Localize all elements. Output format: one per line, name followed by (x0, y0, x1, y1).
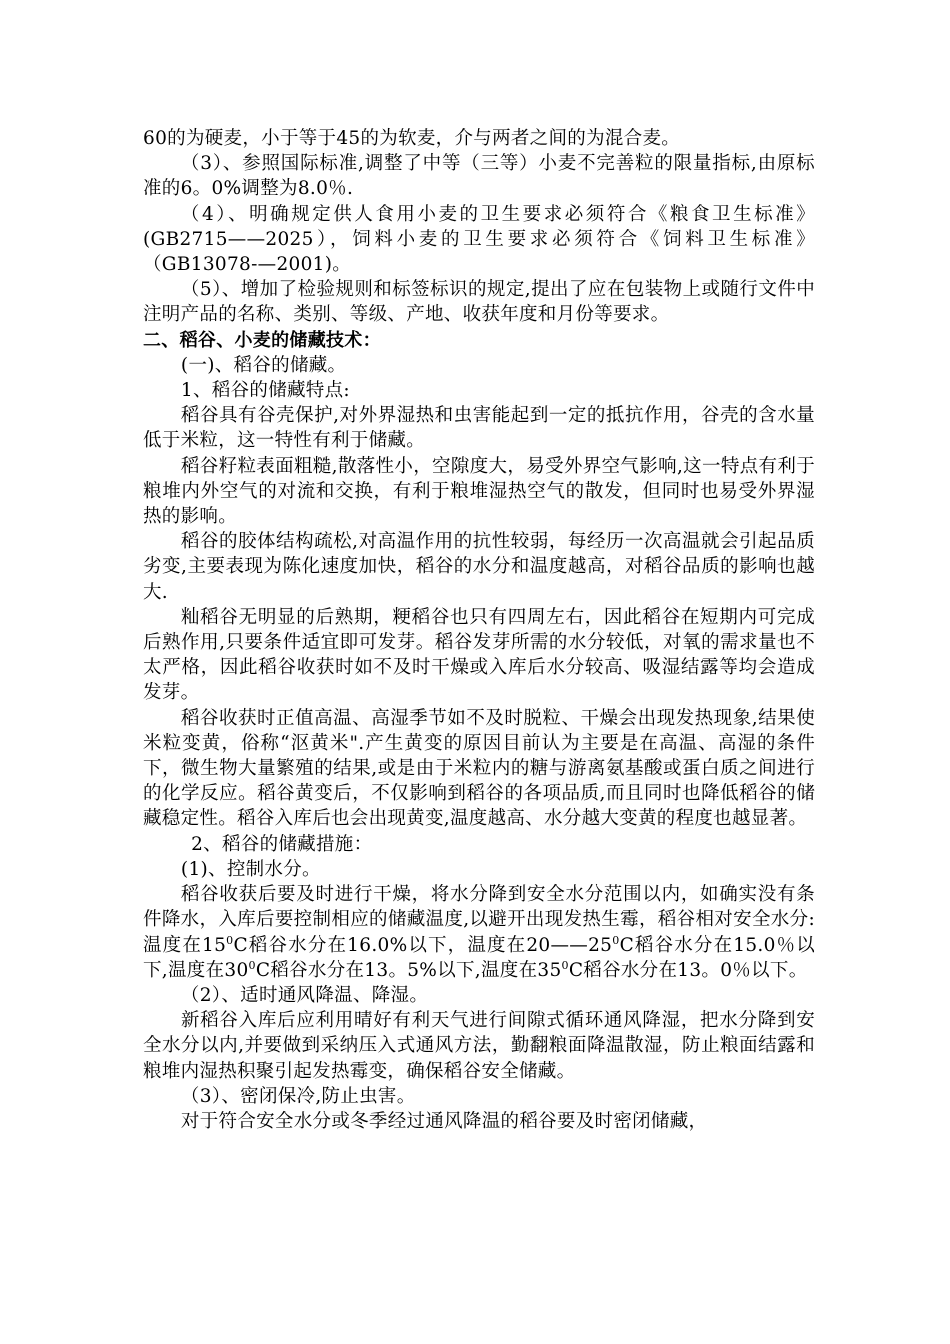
paragraph: 60的为硬麦，小于等于45的为软麦，介与两者之间的为混合麦。 (143, 128, 681, 149)
paragraph: 稻谷收获时正值高温、高湿季节如不及时脱粒、干燥会出现发热现象,结果使米粒变黄，俗称“沤黄米".产生黄变的原因目前认为主要是在高温、高湿的条件下，微生物大量繁殖的结果,或是由于米粒内的糖与游离氨基酸或蛋白质之间进行的化学反应。稻谷黄变后，不仅影响到稻谷的各项品质,而且同时也降低稻谷的储藏稳定性。稻谷入库后也会出现黄变,温度越高、水分越大变黄的程度也越显著。 (143, 707, 815, 830)
subsection-heading: （3）、密闭保冷,防止虫害。 (180, 1085, 416, 1107)
section-heading: 二、稻谷、小麦的储藏技术： (143, 329, 381, 351)
subsection-heading: (1)、控制水分。 (180, 858, 321, 880)
degree-superscript: 0 (226, 933, 234, 947)
paragraph: 稻谷具有谷壳保护,对外界湿热和虫害能起到一定的抵抗作用，谷壳的含水量低于米粒，这一特性有利于储藏。 (143, 405, 815, 452)
degree-superscript: 0 (561, 958, 569, 972)
text-run: C稻谷水分在13。0％以下。 (568, 959, 808, 981)
paragraph: 稻谷籽粒表面粗糙,散落性小，空隙度大，易受外界空气影响,这一特点有利于粮堆内外空气的对流和交换，有利于粮堆湿热空气的散发，但同时也易受外界湿热的影响。 (143, 455, 815, 528)
subsection-heading: （2）、适时通风降温、降湿。 (180, 984, 429, 1006)
text-run: C稻谷水分在13。5%以下,温度在35 (255, 959, 562, 981)
paragraph: 新稻谷入库后应利用晴好有利天气进行间隙式循环通风降湿，把水分降到安全水分以内,并要做到采纳压入式通风方法，勤翻粮面降温散湿，防止粮面结露和粮堆内湿热积聚引起发热霉变，确保稻谷安全储藏。 (143, 1010, 815, 1082)
document-body (143, 126, 815, 1134)
subsection-heading: 2、稻谷的储藏措施： (191, 833, 373, 855)
paragraph: （5）、增加了检验规则和标签标识的规定,提出了应在包装物上或随行文件中注明产品的名称、类别、等级、产地、收获年度和月份等要求。 (143, 279, 815, 326)
text-run: 稻谷收获后要及时进行干燥，将水分降到安全水分范围以内，如确实没有条件降水，入库后要控制相应的储藏温度,以避开出现发热生霉，稻谷相对安全水分:温度在15 (143, 884, 815, 956)
degree-superscript: 0 (248, 958, 256, 972)
paragraph: （4）、明确规定供人食用小麦的卫生要求必须符合《粮食卫生标准》(GB2715——2025），饲料小麦的卫生要求必须符合《饲料卫生标准》（GB13078-—2001)。 (143, 203, 815, 276)
paragraph-moisture (143, 882, 815, 983)
subsection-heading: (一)、稻谷的储藏。 (180, 354, 347, 376)
paragraph: （3）、参照国际标准,调整了中等（三等）小麦不完善粒的限量指标,由原标准的6。0%调整为8.0％. (143, 153, 815, 200)
subsection-heading: 1、稻谷的储藏特点: (180, 380, 350, 402)
text-run: C稻谷水分在16.0%以下，温度在20——25 (233, 934, 613, 956)
degree-superscript: 0 (612, 933, 620, 947)
text-run: C稻谷水分在15.0％以下,温度在30 (143, 934, 815, 981)
paragraph: 稻谷的胶体结构疏松,对高温作用的抗性较弱，每经历一次高温就会引起品质劣变,主要表现为陈化速度加快，稻谷的水分和温度越高，对稻谷品质的影响也越大. (143, 531, 815, 603)
paragraph: 对于符合安全水分或冬季经过通风降温的稻谷要及时密闭储藏， (180, 1110, 708, 1132)
paragraph: 籼稻谷无明显的后熟期，粳稻谷也只有四周左右，因此稻谷在短期内可完成后熟作用,只要条件适宜即可发芽。稻谷发芽所需的水分较低，对氧的需求量也不太严格，因此稻谷收获时如不及时干燥或入库后水分较高、吸湿结露等均会造成发芽。 (143, 606, 815, 704)
